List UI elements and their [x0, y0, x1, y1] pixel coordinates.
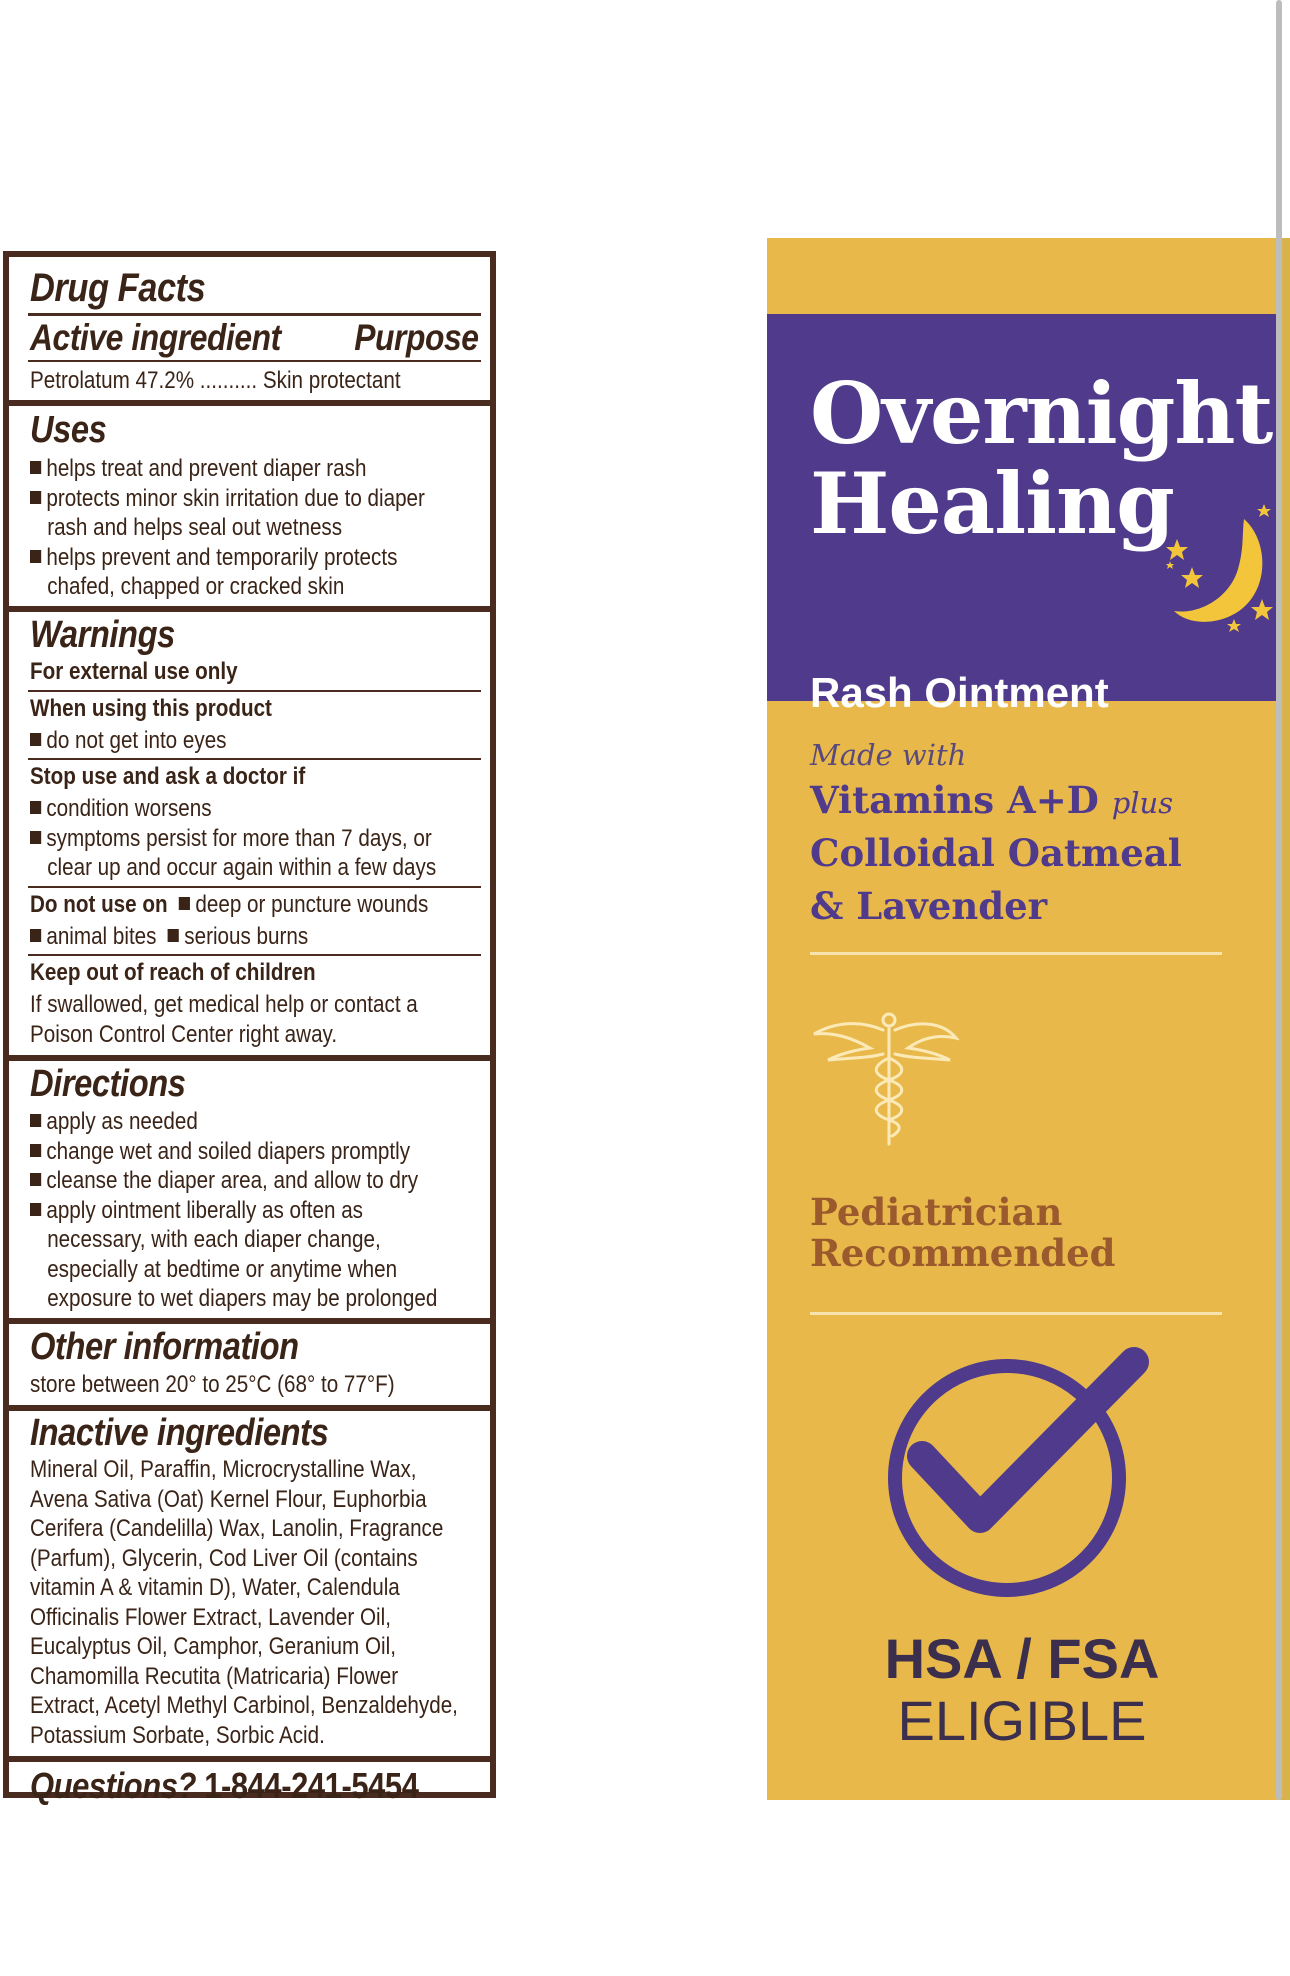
divider — [810, 952, 1222, 955]
list-item-cont: clear up and occur again within a few days — [47, 854, 437, 881]
subtitle: Rash Ointment — [810, 669, 1109, 716]
keep-out: Keep out of reach of children — [30, 959, 316, 986]
inactive-line: Eucalyptus Oil, Camphor, Geranium Oil, — [30, 1633, 396, 1660]
bullet-icon — [30, 491, 41, 504]
questions-label: Questions? — [30, 1765, 197, 1806]
inactive-line: Cerifera (Candelilla) Wax, Lanolin, Fragrance — [30, 1515, 444, 1542]
when-using: When using this product — [30, 694, 272, 722]
inactive-line: Avena Sativa (Oat) Kernel Flour, Euphorbia — [30, 1485, 427, 1513]
bullet-icon — [30, 929, 41, 942]
inactive-line: vitamin A & vitamin D), Water, Calendula — [30, 1574, 400, 1601]
inactive-line: Potassium Sorbate, Sorbic Acid. — [30, 1721, 325, 1749]
active-header-row — [18, 316, 481, 360]
bullet-icon — [30, 1203, 41, 1216]
questions-phone[interactable]: 1-844-241-5454 — [204, 1765, 419, 1806]
list-item: condition worsens — [30, 794, 418, 824]
external-use: For external use only — [30, 657, 238, 685]
stop-list — [30, 794, 437, 883]
inactive-list — [30, 1455, 458, 1750]
list-item-cont: exposure to wet diapers may be prolonged — [47, 1285, 438, 1312]
title-line-2: Healing — [810, 454, 1174, 553]
do-not-use: Do not use on — [30, 890, 168, 918]
uses-title: Uses — [30, 409, 107, 451]
list-item-cont: rash and helps seal out wetness — [47, 514, 343, 541]
feature-1-text: Vitamins A+D — [810, 778, 1099, 822]
questions-row — [30, 1762, 418, 1810]
inactive-line: (Parfum), Glycerin, Cod Liver Oil (contains — [30, 1544, 418, 1572]
list-item: cleanse the diaper area, and allow to dry — [30, 1166, 418, 1196]
directions-title: Directions — [30, 1063, 186, 1105]
bullet-icon — [30, 831, 41, 844]
bullet-icon — [168, 929, 179, 942]
list-item-cont: especially at bedtime or anytime when — [47, 1255, 398, 1283]
other-line: store between 20° to 25°C (68° to 77°F) — [30, 1370, 395, 1398]
checkmark-circle-icon — [882, 1338, 1152, 1598]
list-item: do not get into eyes — [30, 726, 418, 756]
inactive-line: Officinalis Flower Extract, Lavender Oil, — [30, 1603, 391, 1631]
bullet-icon — [30, 550, 41, 563]
bullet-icon — [30, 461, 41, 474]
hsa-line-1: HSA / FSA — [884, 1627, 1160, 1690]
purpose-header: Purpose — [353, 317, 479, 358]
list-item: apply as needed — [30, 1107, 418, 1137]
divider — [810, 1312, 1222, 1315]
inactive-line: Mineral Oil, Paraffin, Microcrystalline Wax, — [30, 1456, 417, 1483]
active-line: Petrolatum 47.2% .......... Skin protectant — [30, 367, 401, 394]
keep-line: Poison Control Center right away. — [30, 1020, 338, 1048]
made-with: Made with — [810, 738, 967, 772]
title-band — [767, 314, 1277, 716]
inactive-line: Chamomilla Recutita (Matricaria) Flower — [30, 1662, 399, 1690]
do-not-use-row: Do not use on deep or puncture wounds — [30, 890, 429, 918]
list-item: symptoms persist for more than 7 days, or — [30, 824, 418, 854]
product-panel — [767, 238, 1290, 1800]
list-item-cont: necessary, with each diaper change, — [47, 1226, 381, 1253]
do-not-use-row2: animal bites serious burns — [30, 922, 418, 952]
recommend-line-2: Recommended — [810, 1231, 1116, 1275]
keep-text — [30, 990, 418, 1049]
bullet-icon — [30, 1114, 41, 1127]
stop-use: Stop use and ask a doctor if — [30, 763, 306, 790]
list-item: protects minor skin irritation due to diaper — [30, 484, 418, 514]
bullet-icon — [30, 1144, 41, 1157]
list-item: helps treat and prevent diaper rash — [30, 454, 418, 484]
warnings-title: Warnings — [30, 613, 175, 656]
other-title: Other information — [30, 1325, 299, 1368]
list-item: change wet and soiled diapers promptly — [30, 1137, 418, 1167]
inactive-title: Inactive ingredients — [30, 1412, 329, 1454]
caduceus-icon — [810, 1008, 960, 1148]
drug-facts-panel — [3, 251, 496, 1806]
drug-facts-title: Drug Facts — [30, 266, 206, 310]
bullet-icon — [179, 897, 190, 910]
feature-2: Colloidal Oatmeal — [810, 831, 1182, 875]
directions-list — [30, 1107, 438, 1314]
recommend-line-1: Pediatrician — [810, 1190, 1063, 1234]
active-ingredient-header: Active ingredient — [30, 317, 281, 358]
list-item: apply ointment liberally as often as — [30, 1196, 418, 1226]
bullet-icon — [30, 1173, 41, 1186]
title-line-1: Overnight — [810, 364, 1273, 463]
inactive-line: Extract, Acetyl Methyl Carbinol, Benzaldehyde, — [30, 1692, 458, 1719]
feature-1-plus: plus — [1111, 786, 1174, 820]
list-item-cont: chafed, chapped or cracked skin — [47, 573, 345, 600]
hsa-line-2: ELIGIBLE — [897, 1689, 1147, 1752]
scrollbar[interactable] — [1276, 0, 1282, 1800]
keep-line: If swallowed, get medical help or contact a — [30, 991, 418, 1018]
feature-1 — [810, 778, 1173, 822]
bullet-icon — [30, 733, 41, 746]
uses-list — [30, 454, 425, 602]
bullet-icon — [30, 801, 41, 814]
feature-3: & Lavender — [810, 884, 1048, 928]
list-item: helps prevent and temporarily protects — [30, 543, 418, 573]
moon-stars-icon — [1152, 499, 1277, 649]
